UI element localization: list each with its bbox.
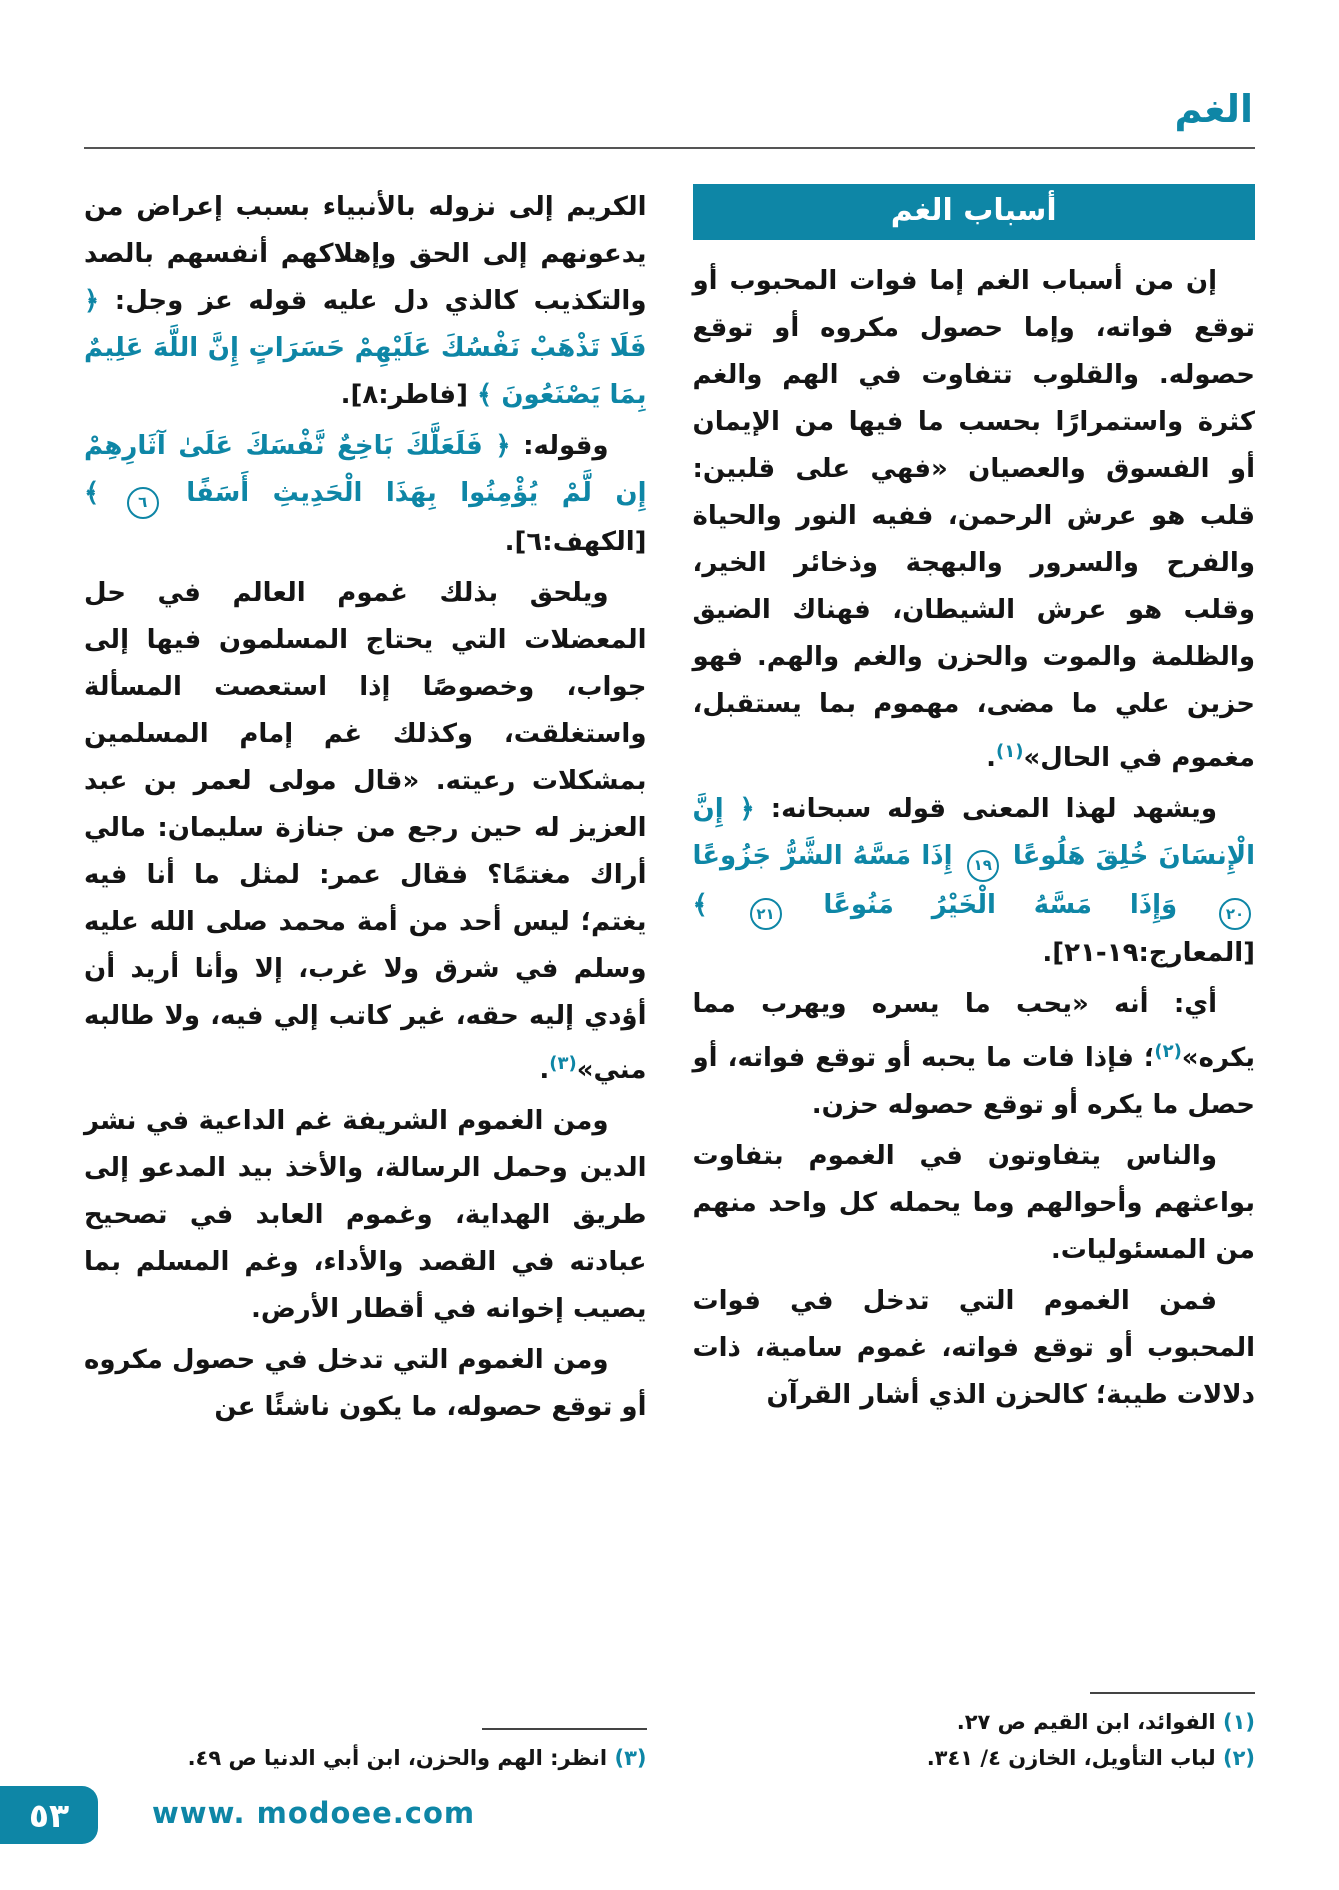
body-text: والناس يتفاوتون في الغموم بتفاوت بواعثهم وأحوالهم وما يحمله كل واحد منهم من المسئوليات. — [692, 1141, 1255, 1265]
footnote — [693, 1704, 1256, 1740]
left-footnotes — [84, 1728, 647, 1776]
left-column-body — [84, 184, 647, 1435]
quran-verse: ﴾ — [692, 889, 746, 920]
verse-reference: [المعارج:١٩-٢١]. — [1042, 938, 1255, 968]
page-title: الغم — [1174, 87, 1253, 131]
footnote-marker: (٢) — [1154, 1041, 1182, 1062]
paragraph — [84, 184, 647, 419]
ayah-number: ٢٠ — [1219, 898, 1251, 930]
paragraph — [84, 423, 647, 566]
body-text: ويشهد لهذا المعنى قوله سبحانه: — [754, 794, 1217, 824]
body-text: ومن الغموم التي تدخل في حصول مكروه أو توقع حصوله، ما يكون ناشئًا عن — [84, 1344, 647, 1422]
right-column — [693, 184, 1256, 1776]
body-text: وقوله: — [510, 431, 609, 461]
ayah-number: ٦ — [127, 487, 159, 519]
paragraph — [693, 1133, 1256, 1274]
section-header — [693, 184, 1256, 240]
quran-verse: ﴾ — [84, 478, 123, 508]
body-text: أي: أنه «يحب ما يسره ويهرب مما يكره» — [692, 989, 1255, 1073]
paragraph — [693, 981, 1256, 1129]
paragraph — [84, 570, 647, 1094]
paragraph — [693, 258, 1256, 782]
footnote-number: (٢) — [1222, 1746, 1255, 1770]
footnote-marker: (٣) — [549, 1052, 577, 1074]
quran-verse: إِذَا مَسَّهُ الشَّرُّ جَزُوعًا — [692, 841, 963, 871]
verse-reference: [الكهف:٦]. — [504, 526, 647, 557]
ayah-number: ١٩ — [967, 850, 999, 882]
left-column — [84, 184, 647, 1776]
verse-reference: [فاطر:٨]. — [340, 380, 478, 410]
body-text: . — [539, 1054, 550, 1085]
quran-verse: ﴿ فَلَعَلَّكَ بَاخِعٌ نَّفْسَكَ عَلَىٰ آثَارِهِمْ إِن لَّمْ يُؤْمِنُوا بِهَذَا الْحَدِيثِ أَسَفًا — [84, 431, 647, 508]
body-text: ويلحق بذلك غموم العالم في حل المعضلات التي يحتاج المسلمون فيها إلى جواب، وخصوصًا إذا استعصت المسألة واستغلقت، وكذلك غم إمام المسلمين بمشكلات رعيته. «قال مولى لعمر بن عبد العزيز له حين رجع من جنازة سليمان: مالي أراك مغتمًا؟ فقال عمر: لمثل ما أنا فيه يغتم؛ ليس أحد من أمة محمد صلى الله عليه وسلم في شرق ولا غرب، إلا وأنا أريد أن أؤدي إليه حقه، غير كاتب إلي فيه، ولا طالبه مني» — [84, 577, 647, 1085]
section-header-label: أسباب الغم — [890, 193, 1057, 228]
ayah-number: ٢١ — [750, 898, 782, 930]
footnote-marker: (١) — [996, 741, 1024, 762]
footnote-divider — [482, 1728, 647, 1730]
footnote-list — [693, 1704, 1256, 1776]
footnote-divider — [1090, 1692, 1255, 1694]
page-body — [84, 184, 1255, 1776]
footnote-list — [84, 1740, 647, 1776]
quran-verse: ﴿ فَلَا تَذْهَبْ نَفْسُكَ عَلَيْهِمْ حَسَرَاتٍ إِنَّ اللَّهَ عَلِيمٌ بِمَا يَصْنَعُونَ ﴾ — [84, 286, 647, 410]
body-text: الكريم إلى نزوله بالأنبياء بسبب إعراض من يدعونهم إلى الحق وإهلاكهم أنفسهم بالصد والتكذيب كالذي دل عليه قوله عز وجل: — [84, 192, 647, 316]
quran-verse: وَإِذَا مَسَّهُ الْخَيْرُ مَنُوعًا — [785, 889, 1215, 920]
page-number-badge — [0, 1786, 98, 1844]
paragraph — [693, 786, 1256, 977]
footnote — [693, 1740, 1256, 1776]
footnote-text: انظر: الهم والحزن، ابن أبي الدنيا ص ٤٩. — [187, 1746, 615, 1770]
footnote-text: الفوائد، ابن القيم ص ٢٧. — [956, 1710, 1223, 1734]
body-text: فمن الغموم التي تدخل في فوات المحبوب أو توقع فواته، غموم سامية، ذات دلالات طيبة؛ كالحزن الذي أشار القرآن — [692, 1286, 1255, 1410]
header-divider — [84, 147, 1255, 149]
body-text: إن من أسباب الغم إما فوات المحبوب أو توقع فواته، وإما حصول مكروه أو توقع حصوله. والقلوب تتفاوت في الهم والغم كثرة واستمرارًا بحسب ما فيها من الإيمان أو الفسوق والعصيان «فهي على قلبين: قلب هو عرش الرحمن، ففيه النور والحياة والفرح والسرور والبهجة وذخائر الخير، وقلب هو عرش الشيطان، فهناك الضيق والظلمة والموت والحزن والغم والهم. فهو حزين علي ما مضى، مهموم بما يستقبل، مغموم في الحال» — [692, 266, 1255, 773]
footnote-text: لباب التأويل، الخازن ٤/ ٣٤١. — [926, 1746, 1223, 1770]
website-text: www. modoee.com — [152, 1796, 476, 1830]
paragraph — [84, 1337, 647, 1431]
body-text: . — [986, 743, 996, 773]
right-footnotes — [693, 1692, 1256, 1776]
page-number: ٥٣ — [28, 1795, 70, 1835]
footnote-number: (١) — [1222, 1710, 1255, 1734]
body-text: ؛ فإذا فات ما يحبه أو توقع فواته، أو حصل ما يكره أو توقع حصوله حزن. — [692, 1043, 1255, 1120]
quran-verse: ﴿ إِنَّ الْإِنسَانَ خُلِقَ هَلُوعًا — [692, 794, 1255, 871]
footnote — [84, 1740, 647, 1776]
body-text: ومن الغموم الشريفة غم الداعية في نشر الدين وحمل الرسالة، والأخذ بيد المدعو إلى طريق الهداية، وغموم العابد في تصحيح عبادته في القصد والأداء، وغم المسلم بما يصيب إخوانه في أقطار الأرض. — [84, 1105, 647, 1324]
footnote-number: (٣) — [614, 1746, 647, 1770]
right-column-body — [693, 258, 1256, 1423]
paragraph — [693, 1278, 1256, 1419]
paragraph — [84, 1098, 647, 1333]
